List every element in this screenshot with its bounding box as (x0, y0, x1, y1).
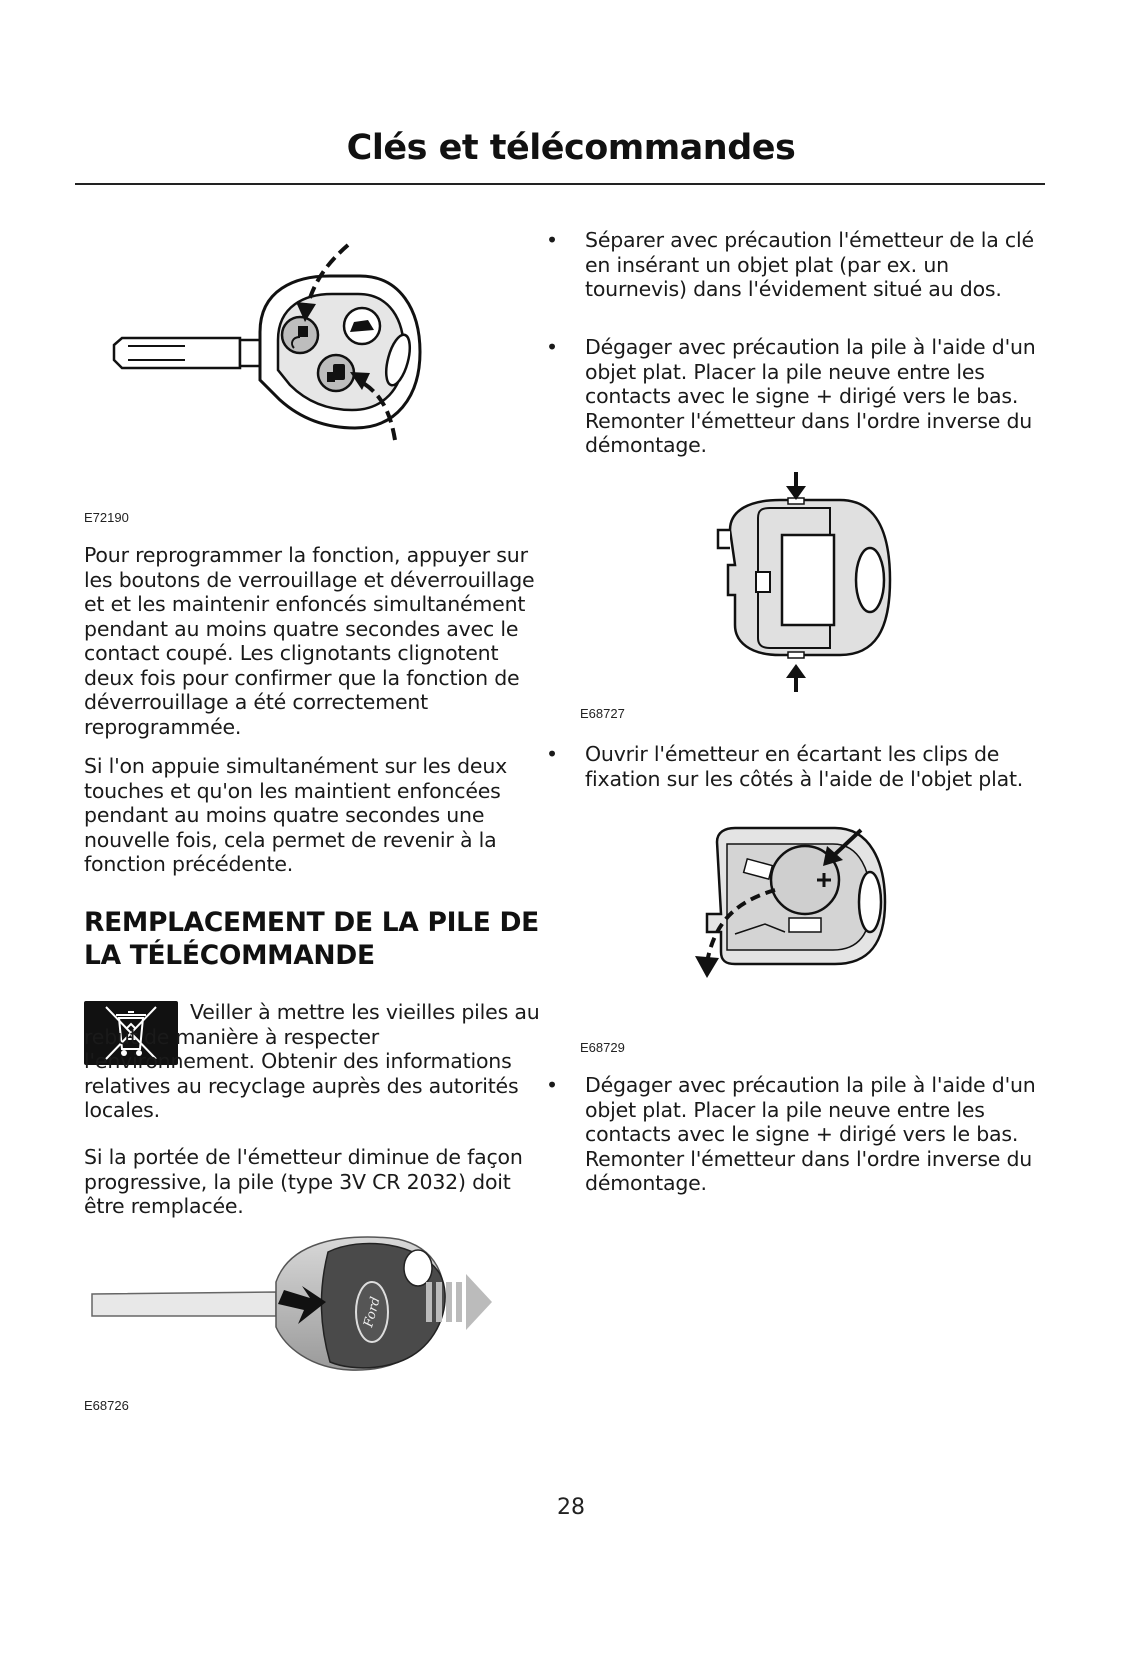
ford-logo-text: Ford (361, 1295, 384, 1329)
key-fob-illustration (100, 240, 460, 460)
header-divider (75, 183, 1045, 185)
recycling-note: Veiller à mettre les vieilles piles au rebut de manière à respecter l'environnement. Obtenir des informations relatives au recyclage auprès des autorités locales. (84, 1000, 540, 1122)
key-blade (114, 338, 260, 368)
bullet-text: Dégager avec précaution la pile à l'aide d'un objet plat. Placer la pile neuve entre les contacts avec le signe + dirigé vers le bas. Remonter l'émetteur dans l'ordre inverse du démontage. (585, 335, 1036, 457)
bullet-dot: • (546, 1073, 558, 1097)
figure-code: E68727 (580, 706, 625, 721)
bullet-dot: • (546, 335, 558, 359)
bullet-item (546, 335, 1045, 458)
bullet-text: Séparer avec précaution l'émetteur de la clé en insérant un objet plat (par ex. un tournevis) dans l'évidement situé au dos. (585, 228, 1034, 301)
bullet-text: Dégager avec précaution la pile à l'aide d'un objet plat. Placer la pile neuve entre les contacts avec le signe + dirigé vers le bas. Remonter l'émetteur dans l'ordre inverse du démontage. (585, 1073, 1036, 1195)
bullet-item (546, 742, 1045, 791)
figure-code: E72190 (84, 510, 129, 525)
paragraph: Si la portée de l'émetteur diminue de façon progressive, la pile (type 3V CR 2032) doit être remplacée. (84, 1145, 523, 1218)
figure-code: E68726 (84, 1398, 129, 1413)
paragraph: Pour reprogrammer la fonction, appuyer sur les boutons de verrouillage et déverrouillage et et les maintenir enfoncés simultanément pendant au moins quatre secondes avec le contact coupé. Les clignotants clignotent deux fois pour confirmer que la fonction de déverrouillage a été correctement reprogrammée. (84, 543, 535, 739)
transmitter-separation-illustration (700, 470, 900, 695)
bullet-dot: • (546, 742, 558, 766)
ford-key-illustration (90, 1232, 520, 1382)
page-number: 28 (557, 1495, 585, 1520)
bullet-text: Ouvrir l'émetteur en écartant les clips de fixation sur les côtés à l'aide de l'objet plat. (585, 742, 1024, 791)
bullet-item (546, 228, 1045, 302)
figure-code: E68729 (580, 1040, 625, 1055)
bullet-dot: • (546, 228, 558, 252)
bullet-item (546, 1073, 1045, 1196)
section-heading: REMPLACEMENT DE LA PILE DE LA TÉLÉCOMMANDE (84, 907, 539, 971)
page-title: Clés et télécommandes (346, 128, 796, 168)
paragraph: Si l'on appuie simultanément sur les deux touches et qu'on les maintient enfoncées pendant au moins quatre secondes une nouvelle fois, cela permet de revenir à la fonction précédente. (84, 754, 508, 876)
battery-compartment-illustration (695, 822, 905, 1002)
